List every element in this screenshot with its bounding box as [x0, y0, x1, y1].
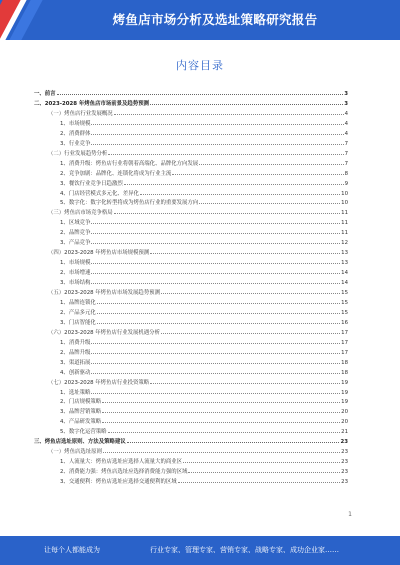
toc-leader-dots	[91, 363, 340, 364]
toc-leader-dots	[150, 383, 340, 384]
toc-entry[interactable]	[60, 188, 348, 197]
toc-entry-page: 11	[341, 210, 348, 217]
toc-leader-dots	[97, 313, 340, 314]
toc-entry[interactable]	[48, 108, 348, 117]
toc-entry[interactable]	[60, 357, 348, 366]
toc-entry-label: 3、交通便利：烤鱼店选址应选择交通便利的区域	[60, 479, 177, 486]
toc-entry[interactable]	[60, 217, 348, 226]
toc-entry[interactable]	[60, 138, 348, 147]
toc-entry-label: 三、烤鱼店选址原则、方法及策略建议	[34, 439, 126, 446]
toc-entry-page: 20	[341, 419, 348, 426]
toc-leader-dots	[114, 114, 344, 115]
toc-entry-page: 14	[341, 270, 348, 277]
toc-entry-label: （二）行业发展趋势分析	[48, 150, 108, 157]
toc-entry-page: 23	[340, 439, 348, 446]
toc-entry[interactable]	[60, 367, 348, 376]
toc-entry-label: 1、选址策略	[60, 389, 91, 396]
report-title: 烤鱼店市场分析及选址策略研究报告	[112, 12, 318, 27]
toc-leader-dots	[91, 223, 340, 224]
toc-entry-label: 4、产品研发策略	[60, 419, 102, 426]
toc-entry-label: 5、数字化：数字化转型将成为烤鱼店行业的重要发展方向	[60, 200, 199, 207]
toc-entry-page: 3	[344, 100, 348, 107]
toc-entry-page: 10	[341, 200, 348, 207]
toc-leader-dots	[97, 323, 340, 324]
toc-entry[interactable]	[60, 406, 348, 415]
toc-entry-page: 19	[341, 399, 348, 406]
toc-entry[interactable]	[60, 337, 348, 346]
toc-entry-label: （一）烤鱼店行业发展概况	[48, 110, 113, 117]
toc-entry-label: （六）2023-2028 年烤鱼店行业发展机遇分析	[48, 329, 160, 336]
toc-entry-label: 3、餐饮行业竞争日趋激烈	[60, 180, 123, 187]
toc-leader-dots	[91, 243, 340, 244]
toc-entry-page: 7	[344, 160, 348, 167]
toc-entry[interactable]	[34, 88, 348, 97]
toc-entry[interactable]	[60, 396, 348, 405]
toc-entry-page: 3	[344, 91, 348, 97]
toc-entry-page: 11	[341, 230, 348, 237]
toc-entry-label: 1、消费升级	[60, 339, 91, 346]
toc-entry-page: 15	[341, 309, 348, 316]
toc-entry-label: （五）2023-2028 年烤鱼店市场发展趋势预测	[48, 290, 160, 296]
toc-leader-dots	[91, 124, 343, 125]
footer-slogan-right: 行业专家、管理专家、营销专家、战略专家、成功企业家……	[150, 546, 339, 554]
toc-leader-dots	[124, 184, 344, 185]
toc-entry-label: 二、2023-2028 年烤鱼店市场前景及趋势预测	[34, 100, 149, 107]
toc-entry-label: 2、消费能力强：烤鱼店选址应选择消费能力强的区域	[60, 469, 188, 476]
toc-leader-dots	[91, 353, 340, 354]
footer-slogan-left: 让每个人都能成为	[44, 546, 100, 554]
toc-entry-page: 17	[341, 329, 348, 336]
toc-entry-page: 15	[341, 299, 348, 306]
toc-leader-dots	[91, 283, 340, 284]
toc-leader-dots	[127, 442, 340, 443]
toc-entry[interactable]	[48, 207, 348, 216]
toc-leader-dots	[91, 273, 340, 274]
toc-leader-dots	[172, 174, 343, 175]
toc-entry-label: （四）2023-2028 年烤鱼店市场规模预测	[48, 250, 150, 257]
toc-entry[interactable]	[48, 446, 348, 455]
toc-leader-dots	[91, 134, 343, 135]
toc-entry-label: 3、渠道拓展	[60, 359, 91, 366]
toc-entry[interactable]	[60, 307, 348, 316]
toc-entry-label: 3、品牌营销策略	[60, 409, 102, 416]
toc-entry-page: 4	[344, 130, 348, 137]
toc-entry-label: 2、产品多元化	[60, 309, 96, 316]
toc-entry-label: 3、行业竞争	[60, 140, 91, 147]
toc-entry[interactable]	[60, 387, 348, 396]
toc-leader-dots	[102, 412, 340, 413]
toc-entry-label: 4、创新驱动	[60, 369, 91, 376]
toc-entry[interactable]	[60, 257, 348, 266]
header-banner	[0, 0, 400, 40]
toc-leader-dots	[183, 462, 340, 463]
toc-entry-label: （一）烤鱼店选址原则	[48, 449, 102, 456]
toc-entry[interactable]	[60, 416, 348, 425]
toc-entry[interactable]	[60, 476, 348, 485]
toc-entry-label: 2、市场增速	[60, 270, 91, 277]
toc-entry[interactable]	[60, 168, 348, 177]
toc-leader-dots	[91, 373, 340, 374]
toc-entry-label: （三）烤鱼店市场竞争格局	[48, 210, 113, 217]
toc-leader-dots	[91, 144, 343, 145]
toc-entry-page: 7	[344, 150, 348, 157]
toc-entry-page: 19	[341, 379, 348, 386]
toc-entry-page: 11	[341, 220, 348, 227]
toc-entry-page: 23	[341, 469, 348, 476]
toc-entry[interactable]	[60, 128, 348, 137]
toc-entry[interactable]	[48, 247, 348, 256]
toc-entry[interactable]	[34, 98, 348, 107]
toc-entry[interactable]	[60, 178, 348, 187]
toc-leader-dots	[199, 164, 343, 165]
footer-banner	[0, 536, 400, 565]
toc-leader-dots	[188, 472, 340, 473]
toc-entry[interactable]	[60, 297, 348, 306]
toc-entry[interactable]	[48, 377, 348, 386]
toc-entry[interactable]	[60, 227, 348, 236]
page-number: 1	[348, 511, 352, 518]
toc-entry-label: 3、产品竞争	[60, 240, 91, 247]
toc-entry[interactable]	[60, 237, 348, 246]
toc-entry[interactable]	[60, 267, 348, 276]
toc-entry[interactable]	[60, 347, 348, 356]
toc-entry-label: 3、市场结构	[60, 280, 91, 287]
toc-entry-label: 1、市场规模	[60, 120, 91, 127]
toc-entry-page: 8	[344, 170, 348, 177]
toc-entry-label: 1、品牌连锁化	[60, 299, 96, 306]
toc-entry-page: 10	[341, 190, 348, 197]
toc-entry[interactable]	[60, 118, 348, 127]
toc-entry[interactable]	[48, 148, 348, 157]
toc-entry[interactable]	[34, 436, 348, 445]
toc-entry-page: 23	[341, 449, 348, 456]
toc-entry-page: 15	[341, 290, 348, 296]
toc-entry[interactable]	[60, 197, 348, 206]
toc-entry-page: 7	[344, 140, 348, 147]
toc-leader-dots	[102, 422, 340, 423]
toc-leader-dots	[103, 452, 340, 453]
toc-entry-page: 4	[344, 110, 348, 117]
toc-leader-dots	[97, 303, 340, 304]
toc-entry-label: 2、品牌竞争	[60, 230, 91, 237]
toc-entry-label: 一、前言	[34, 91, 56, 97]
toc-entry-label: 1、市场规模	[60, 260, 91, 267]
toc-entry-page: 18	[341, 359, 348, 366]
toc-leader-dots	[199, 203, 340, 204]
toc-leader-dots	[150, 104, 343, 105]
toc-entry-page: 17	[341, 349, 348, 356]
toc-entry-label: 2、竞争加剧：品牌化、连锁化将成为行业主流	[60, 170, 172, 177]
toc-entry-page: 9	[344, 180, 348, 187]
toc-entry-page: 16	[341, 319, 348, 326]
toc-leader-dots	[161, 333, 340, 334]
toc-entry-label: 1、人流量大：烤鱼店选址应选择人流量大的商业区	[60, 459, 183, 466]
toc-leader-dots	[57, 94, 344, 95]
toc-entry-page: 21	[341, 429, 348, 436]
toc-entry-page: 17	[341, 339, 348, 346]
toc-entry-label: 2、品牌升级	[60, 349, 91, 356]
toc-entry[interactable]	[60, 426, 348, 435]
toc-entry-page: 19	[341, 389, 348, 396]
toc-entry-label: （七）2023-2028 年烤鱼店行业投资策略	[48, 379, 150, 386]
toc-entry-label: 1、消费升级：烤鱼店行业将朝着高端化、品牌化方向发展	[60, 160, 199, 167]
toc-entry-label: 3、门店智能化	[60, 319, 96, 326]
toc-entry[interactable]	[60, 317, 348, 326]
toc-leader-dots	[108, 154, 343, 155]
toc-entry-label: 1、区域竞争	[60, 220, 91, 227]
toc-leader-dots	[178, 482, 341, 483]
toc-entry-label: 4、门店经营模式多元化、差异化	[60, 190, 139, 197]
toc-entry-label: 2、消费群体	[60, 130, 91, 137]
toc-leader-dots	[91, 263, 340, 264]
toc-leader-dots	[114, 213, 340, 214]
toc-leader-dots	[140, 194, 340, 195]
toc-leader-dots	[91, 393, 340, 394]
toc-entry[interactable]	[60, 277, 348, 286]
toc-entry-page: 23	[341, 459, 348, 466]
toc-leader-dots	[91, 233, 340, 234]
toc-entry-label: 2、门店规模策略	[60, 399, 102, 406]
toc-entry[interactable]	[60, 466, 348, 475]
toc-leader-dots	[161, 293, 340, 294]
toc-entry[interactable]	[60, 158, 348, 167]
toc-leader-dots	[150, 253, 340, 254]
toc-entry-page: 14	[341, 280, 348, 287]
toc-entry[interactable]	[60, 456, 348, 465]
toc-entry-page: 12	[341, 240, 348, 247]
toc-entry-page: 13	[341, 250, 348, 257]
toc-leader-dots	[91, 343, 340, 344]
toc-entry[interactable]	[48, 287, 348, 296]
toc-entry-page: 4	[344, 120, 348, 127]
toc-leader-dots	[102, 402, 340, 403]
toc-entry-page: 18	[341, 369, 348, 376]
toc-entry-page: 20	[341, 409, 348, 416]
toc-heading: 内容目录	[176, 59, 224, 72]
toc-entry-label: 5、数字化运营策略	[60, 429, 107, 436]
toc-entry[interactable]	[48, 327, 348, 336]
toc-entry-page: 23	[341, 479, 348, 486]
toc-leader-dots	[108, 432, 341, 433]
toc-entry-page: 13	[341, 260, 348, 267]
